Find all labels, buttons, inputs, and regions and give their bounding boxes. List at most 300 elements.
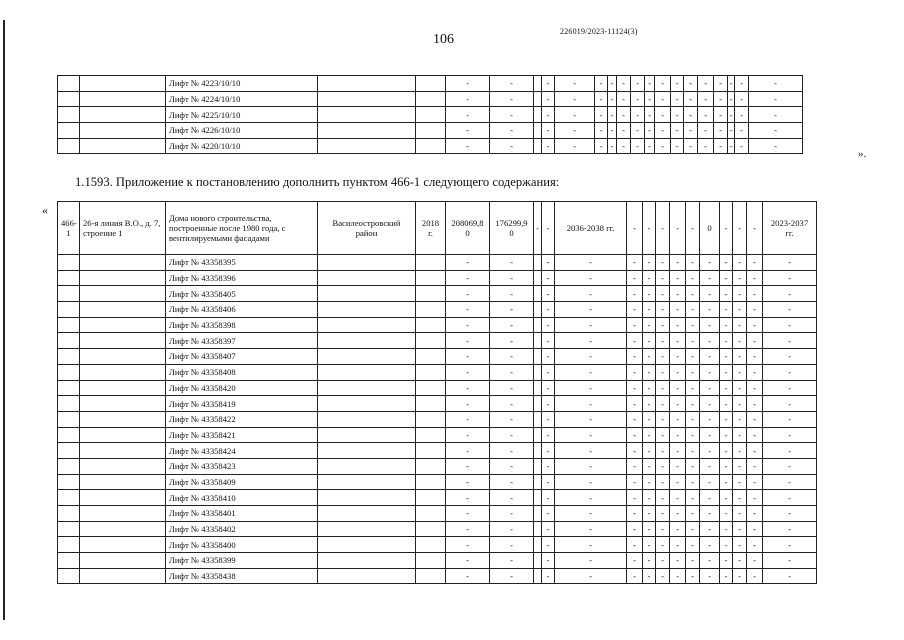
lift-number: Лифт № 43358407 (166, 349, 318, 365)
cell-dash: - (686, 349, 700, 365)
cell-dash: - (686, 202, 700, 255)
cell-dash: - (446, 553, 490, 569)
table-row (58, 458, 817, 474)
cell-dash: - (643, 474, 656, 490)
cell-dash: - (728, 107, 735, 123)
empty-cell (318, 474, 416, 490)
cell-dash: - (733, 411, 747, 427)
cell-dash: - (446, 474, 490, 490)
table-row (58, 396, 817, 412)
empty-cell (416, 396, 446, 412)
cell-dash: - (735, 76, 749, 92)
empty-cell (58, 380, 80, 396)
empty-cell (58, 474, 80, 490)
cell-dash: - (595, 138, 608, 154)
cell-dash: - (643, 364, 656, 380)
cell-dash: - (655, 91, 671, 107)
cell-dash: - (700, 458, 720, 474)
empty-cell (58, 553, 80, 569)
cell-dash: - (645, 91, 655, 107)
cell-dash: - (608, 123, 617, 139)
empty-cell (416, 333, 446, 349)
empty-cell (318, 76, 416, 92)
cell-dash: - (542, 506, 555, 522)
cell-dash: - (555, 427, 627, 443)
cell-dash: - (542, 568, 555, 584)
cell-dash: - (542, 411, 555, 427)
lift-table-466-1 (57, 201, 817, 584)
cell-dash: - (555, 270, 627, 286)
empty-cell (534, 123, 542, 139)
cell-dash: - (631, 91, 645, 107)
cell-dash: - (733, 458, 747, 474)
empty-cell (80, 317, 166, 333)
table-header-row (58, 202, 817, 255)
cell-dash: - (747, 443, 763, 459)
cell-dash: - (686, 521, 700, 537)
cell-dash: - (542, 302, 555, 318)
empty-cell (534, 349, 542, 365)
empty-cell (58, 138, 80, 154)
cell-dash: - (490, 91, 534, 107)
cell-dash: - (555, 302, 627, 318)
empty-cell (416, 302, 446, 318)
cell-dash: - (627, 396, 643, 412)
empty-cell (80, 138, 166, 154)
empty-cell (318, 302, 416, 318)
empty-cell (534, 396, 542, 412)
cell-dash: - (643, 270, 656, 286)
cell-dash: - (720, 427, 733, 443)
cell-dash: - (698, 76, 714, 92)
lift-number: Лифт № 43358438 (166, 568, 318, 584)
lift-number: Лифт № 43358408 (166, 364, 318, 380)
cell-dash: - (490, 123, 534, 139)
cell-dash: - (446, 506, 490, 522)
cell-dash: - (698, 107, 714, 123)
empty-cell (416, 270, 446, 286)
cell-dash: - (595, 91, 608, 107)
lift-number: Лифт № 43358423 (166, 458, 318, 474)
cell-dash: - (643, 317, 656, 333)
cell-dash: - (627, 317, 643, 333)
empty-cell (416, 286, 446, 302)
cell-dash: - (656, 490, 670, 506)
cell-dash: - (595, 76, 608, 92)
cell-dash: - (555, 286, 627, 302)
cell-dash: - (686, 270, 700, 286)
cell-dash: - (733, 286, 747, 302)
cell-dash: - (490, 411, 534, 427)
cell-dash: - (720, 521, 733, 537)
cell-dash: - (656, 286, 670, 302)
cell-dash: - (733, 427, 747, 443)
table-row (58, 380, 817, 396)
cell-dash: - (555, 76, 595, 92)
empty-cell (534, 506, 542, 522)
cell-dash: - (728, 91, 735, 107)
empty-cell (80, 443, 166, 459)
empty-cell (318, 286, 416, 302)
cell-dash: - (686, 427, 700, 443)
cell-dash: - (627, 364, 643, 380)
empty-cell (534, 474, 542, 490)
empty-cell (80, 349, 166, 365)
cell-dash: - (763, 364, 817, 380)
cell-dash: - (627, 521, 643, 537)
cell-dash: - (733, 317, 747, 333)
cell-dash: - (627, 380, 643, 396)
cell-dash: - (627, 458, 643, 474)
cell-dash: - (671, 91, 684, 107)
lift-number: Лифт № 43358396 (166, 270, 318, 286)
cell-dash: - (735, 91, 749, 107)
cell-dash: - (684, 91, 698, 107)
cell-dash: - (714, 107, 728, 123)
cell-dash: - (627, 270, 643, 286)
cell-dash: - (656, 568, 670, 584)
empty-cell (80, 568, 166, 584)
cell-dash: - (555, 396, 627, 412)
empty-cell (58, 364, 80, 380)
cell-dash: - (720, 458, 733, 474)
cell-dash: - (733, 364, 747, 380)
cell-dash: - (670, 202, 686, 255)
empty-cell (534, 553, 542, 569)
cell-dash: - (645, 76, 655, 92)
empty-cell (318, 537, 416, 553)
cell-dash: - (720, 202, 733, 255)
empty-cell (80, 333, 166, 349)
cell-dash: - (733, 553, 747, 569)
cell-dash: - (643, 443, 656, 459)
empty-cell (534, 286, 542, 302)
empty-cell (416, 255, 446, 271)
cell-dash: - (686, 553, 700, 569)
cell-dash: - (631, 138, 645, 154)
cell-dash: - (555, 411, 627, 427)
empty-cell (80, 76, 166, 92)
empty-cell (318, 443, 416, 459)
table-row (58, 427, 817, 443)
cell-dash: - (747, 364, 763, 380)
lift-number: Лифт № 43358424 (166, 443, 318, 459)
table-row (58, 349, 817, 365)
cell-dash: - (655, 138, 671, 154)
empty-cell (80, 506, 166, 522)
cell-dash: - (555, 568, 627, 584)
cell-dash: - (733, 396, 747, 412)
empty-cell (58, 443, 80, 459)
cell-dash: - (490, 506, 534, 522)
empty-cell (58, 123, 80, 139)
cell-dash: - (542, 458, 555, 474)
cell-dash: - (670, 255, 686, 271)
cell-dash: - (656, 411, 670, 427)
cell-dash: - (670, 270, 686, 286)
cell-dash: - (733, 202, 747, 255)
cell-dash: - (670, 380, 686, 396)
cell-dash: - (656, 443, 670, 459)
cell-dash: - (733, 506, 747, 522)
cell-dash: - (670, 537, 686, 553)
table-row (58, 364, 817, 380)
empty-cell (80, 411, 166, 427)
cell-dash: - (542, 255, 555, 271)
cell-dash: - (670, 286, 686, 302)
cell-dash: - (670, 396, 686, 412)
cell-dash: - (643, 537, 656, 553)
cell-dash: - (446, 91, 490, 107)
cell-dash: - (643, 286, 656, 302)
cell-dash: - (720, 411, 733, 427)
cell-dash: - (490, 474, 534, 490)
cell-dash: - (643, 202, 656, 255)
cell-dash: - (763, 255, 817, 271)
cell-dash: - (446, 123, 490, 139)
empty-cell (416, 427, 446, 443)
cell-dash: - (670, 443, 686, 459)
document-code: 226019/2023-11124(3) (560, 27, 638, 36)
table-row (58, 123, 803, 139)
cell-dash: - (631, 76, 645, 92)
empty-cell (534, 317, 542, 333)
cell-dash: - (686, 506, 700, 522)
cell-dash: - (700, 380, 720, 396)
cell-dash: - (720, 396, 733, 412)
area-total: 208069,8 0 (446, 202, 490, 255)
cell-dash: - (700, 396, 720, 412)
cell-dash: - (733, 537, 747, 553)
cell-dash: - (446, 76, 490, 92)
cell-dash: - (747, 490, 763, 506)
cell-dash: - (555, 506, 627, 522)
cell-dash: - (446, 138, 490, 154)
cell-dash: - (670, 411, 686, 427)
cell-dash: - (670, 317, 686, 333)
empty-cell (318, 521, 416, 537)
lift-number: Лифт № 43358405 (166, 286, 318, 302)
empty-cell (80, 380, 166, 396)
table-row (58, 411, 817, 427)
cell-dash: - (534, 202, 542, 255)
cell-dash: - (490, 490, 534, 506)
empty-cell (416, 568, 446, 584)
table-row (58, 270, 817, 286)
cell-dash: - (670, 521, 686, 537)
table-row (58, 107, 803, 123)
empty-cell (534, 91, 542, 107)
empty-cell (534, 521, 542, 537)
empty-cell (318, 380, 416, 396)
cell-dash: - (686, 411, 700, 427)
cell-dash: - (700, 349, 720, 365)
cell-dash: - (700, 411, 720, 427)
cell-dash: - (763, 474, 817, 490)
cell-dash: - (446, 443, 490, 459)
cell-dash: - (728, 76, 735, 92)
empty-cell (534, 458, 542, 474)
cell-zero: 0 (700, 202, 720, 255)
cell-dash: - (700, 553, 720, 569)
cell-dash: - (643, 411, 656, 427)
cell-dash: - (643, 255, 656, 271)
cell-dash: - (747, 255, 763, 271)
cell-dash: - (627, 427, 643, 443)
cell-dash: - (655, 123, 671, 139)
cell-dash: - (446, 333, 490, 349)
cell-dash: - (490, 537, 534, 553)
cell-dash: - (490, 270, 534, 286)
cell-dash: - (542, 349, 555, 365)
cell-dash: - (656, 537, 670, 553)
cell-dash: - (728, 138, 735, 154)
cell-dash: - (763, 537, 817, 553)
cell-dash: - (670, 427, 686, 443)
cell-dash: - (749, 91, 803, 107)
cell-dash: - (747, 270, 763, 286)
empty-cell (58, 458, 80, 474)
cell-dash: - (747, 317, 763, 333)
cell-dash: - (700, 333, 720, 349)
table-row (58, 474, 817, 490)
empty-cell (318, 270, 416, 286)
cell-dash: - (733, 302, 747, 318)
cell-dash: - (733, 333, 747, 349)
table-row (58, 286, 817, 302)
cell-dash: - (446, 458, 490, 474)
cell-dash: - (542, 91, 555, 107)
cell-dash: - (656, 521, 670, 537)
cell-dash: - (490, 107, 534, 123)
cell-dash: - (747, 568, 763, 584)
cell-dash: - (656, 380, 670, 396)
cell-dash: - (643, 302, 656, 318)
empty-cell (416, 474, 446, 490)
empty-cell (534, 255, 542, 271)
cell-dash: - (733, 568, 747, 584)
table-row (58, 317, 817, 333)
cell-dash: - (700, 490, 720, 506)
opening-quote: « (42, 203, 48, 217)
cell-dash: - (700, 537, 720, 553)
empty-cell (416, 76, 446, 92)
cell-dash: - (686, 396, 700, 412)
amendment-paragraph: 1.1593. Приложение к постановлению дополнить пунктом 466-1 следующего содержания: (75, 175, 560, 189)
empty-cell (58, 91, 80, 107)
cell-dash: - (698, 123, 714, 139)
cell-dash: - (617, 123, 631, 139)
empty-cell (58, 107, 80, 123)
cell-dash: - (747, 537, 763, 553)
cell-dash: - (446, 364, 490, 380)
build-year: 2018 г. (416, 202, 446, 255)
cell-dash: - (698, 91, 714, 107)
empty-cell (80, 270, 166, 286)
empty-cell (416, 317, 446, 333)
empty-cell (534, 537, 542, 553)
cell-dash: - (542, 553, 555, 569)
empty-cell (534, 138, 542, 154)
table-row (58, 255, 817, 271)
cell-dash: - (686, 364, 700, 380)
empty-cell (534, 107, 542, 123)
cell-dash: - (763, 443, 817, 459)
table-row (58, 302, 817, 318)
lift-number: Лифт № 4220/10/10 (166, 138, 318, 154)
cell-dash: - (670, 506, 686, 522)
lift-number: Лифт № 4223/10/10 (166, 76, 318, 92)
cell-dash: - (627, 537, 643, 553)
cell-dash: - (542, 286, 555, 302)
cell-dash: - (698, 138, 714, 154)
cell-dash: - (749, 107, 803, 123)
cell-dash: - (735, 123, 749, 139)
cell-dash: - (735, 107, 749, 123)
empty-cell (416, 521, 446, 537)
empty-cell (318, 568, 416, 584)
empty-cell (416, 458, 446, 474)
cell-dash: - (670, 333, 686, 349)
cell-dash: - (627, 202, 643, 255)
cell-dash: - (733, 270, 747, 286)
cell-dash: - (555, 537, 627, 553)
cell-dash: - (720, 443, 733, 459)
item-number: 466-1 (58, 202, 80, 255)
cell-dash: - (749, 76, 803, 92)
empty-cell (58, 537, 80, 553)
cell-dash: - (542, 521, 555, 537)
cell-dash: - (720, 506, 733, 522)
empty-cell (80, 427, 166, 443)
cell-dash: - (555, 123, 595, 139)
cell-dash: - (555, 364, 627, 380)
cell-dash: - (627, 443, 643, 459)
cell-dash: - (627, 286, 643, 302)
empty-cell (318, 138, 416, 154)
cell-dash: - (720, 255, 733, 271)
cell-dash: - (686, 443, 700, 459)
empty-cell (58, 333, 80, 349)
cell-dash: - (645, 107, 655, 123)
cell-dash: - (608, 107, 617, 123)
cell-dash: - (490, 286, 534, 302)
cell-dash: - (627, 553, 643, 569)
table-row (58, 537, 817, 553)
cell-dash: - (555, 138, 595, 154)
cell-dash: - (446, 537, 490, 553)
cell-dash: - (747, 553, 763, 569)
empty-cell (80, 123, 166, 139)
empty-cell (58, 76, 80, 92)
cell-dash: - (608, 91, 617, 107)
page-number: 106 (433, 32, 454, 47)
empty-cell (80, 107, 166, 123)
cell-dash: - (700, 474, 720, 490)
cell-dash: - (763, 506, 817, 522)
empty-cell (318, 396, 416, 412)
cell-dash: - (643, 568, 656, 584)
empty-cell (416, 138, 446, 154)
empty-cell (80, 553, 166, 569)
empty-cell (58, 302, 80, 318)
empty-cell (318, 333, 416, 349)
cell-dash: - (686, 302, 700, 318)
empty-cell (534, 490, 542, 506)
empty-cell (80, 537, 166, 553)
empty-cell (80, 458, 166, 474)
cell-dash: - (555, 255, 627, 271)
